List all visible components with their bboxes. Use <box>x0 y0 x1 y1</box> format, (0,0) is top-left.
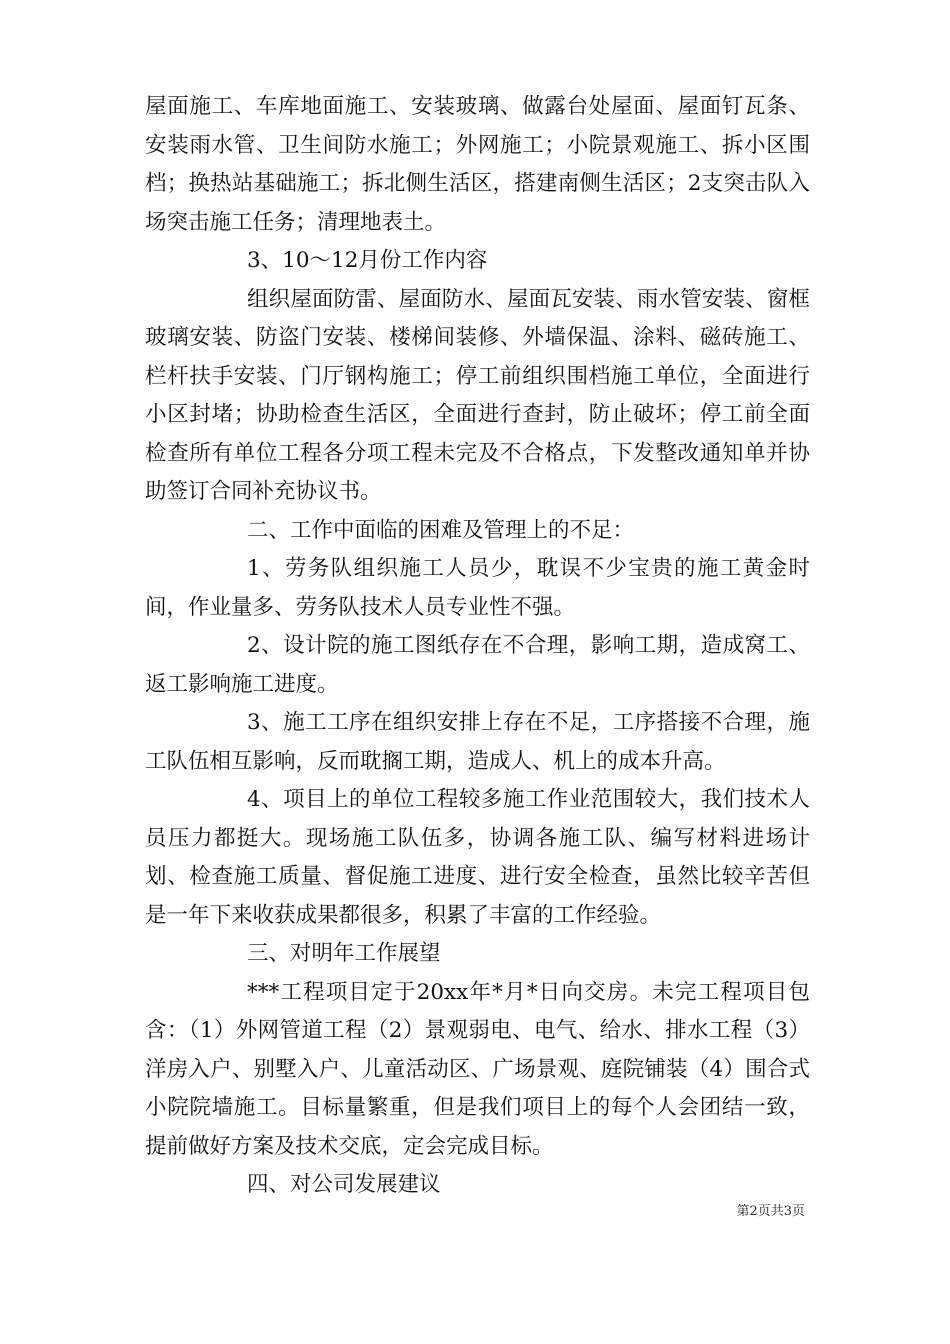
paragraph-difficulty-2: 2、设计院的施工图纸存在不合理，影响工期，造成窝工、返工影响施工进度。 <box>145 633 810 697</box>
paragraph-difficulty-3: 3、施工工序在组织安排上存在不足，工序搭接不合理，施工队伍相互影响，反而耽搁工期，造成人、机上的成本升高。 <box>145 710 810 774</box>
paragraph-q4-work: 组织屋面防雷、屋面防水、屋面瓦安装、雨水管安装、窗框玻璃安装、防盗门安装、楼梯间装修、外墙保温、涂料、磁砖施工、栏杆扶手安装、门厅钢构施工；停工前组织围档施工单位，全面进行小区封堵；协助检查生活区，全面进行查封，防止破坏；停工前全面检查所有单位工程各分项工程未完及不合格点，下发整改通知单并协助签订合同补充协议书。 <box>145 286 810 504</box>
section-heading-suggestions: 四、对公司发展建议 <box>247 1172 441 1197</box>
paragraph-continuation: 屋面施工、车库地面施工、安装玻璃、做露台处屋面、屋面钉瓦条、安装雨水管、卫生间防水施工；外网施工；小院景观施工、拆小区围档；换热站基础施工；拆北侧生活区，搭建南侧生活区；2支突击队入场突击施工任务；清理地表土。 <box>145 94 810 235</box>
paragraph-difficulty-4: 4、项目上的单位工程较多施工作业范围较大，我们技术人员压力都挺大。现场施工队伍多，协调各施工队、编写材料进场计划、检查施工质量、督促施工进度、进行安全检查，虽然比较辛苦但是一年下来收获成果都很多，积累了丰富的工作经验。 <box>145 787 810 928</box>
document-body <box>145 88 810 1205</box>
section-heading-outlook: 三、对明年工作展望 <box>247 941 441 966</box>
page-number-footer: 第2页共3页 <box>736 1204 805 1219</box>
paragraph-difficulty-1: 1、劳务队组织施工人员少，耽误不少宝贵的施工黄金时间，作业量多、劳务队技术人员专业性不强。 <box>145 556 810 620</box>
paragraph-outlook: ***工程项目定于20xx年*月*日向交房。未完工程项目包含：（1）外网管道工程（2）景观弱电、电气、给水、排水工程（3）洋房入户、别墅入户、儿童活动区、广场景观、庭院铺装（4）围合式小院院墙施工。目标量繁重，但是我们项目上的每个人会团结一致，提前做好方案及技术交底，定会完成目标。 <box>145 979 810 1159</box>
section-heading-difficulties: 二、工作中面临的困难及管理上的不足： <box>247 517 635 543</box>
subheading-q4-work: 3、10～12月份工作内容 <box>247 248 488 273</box>
